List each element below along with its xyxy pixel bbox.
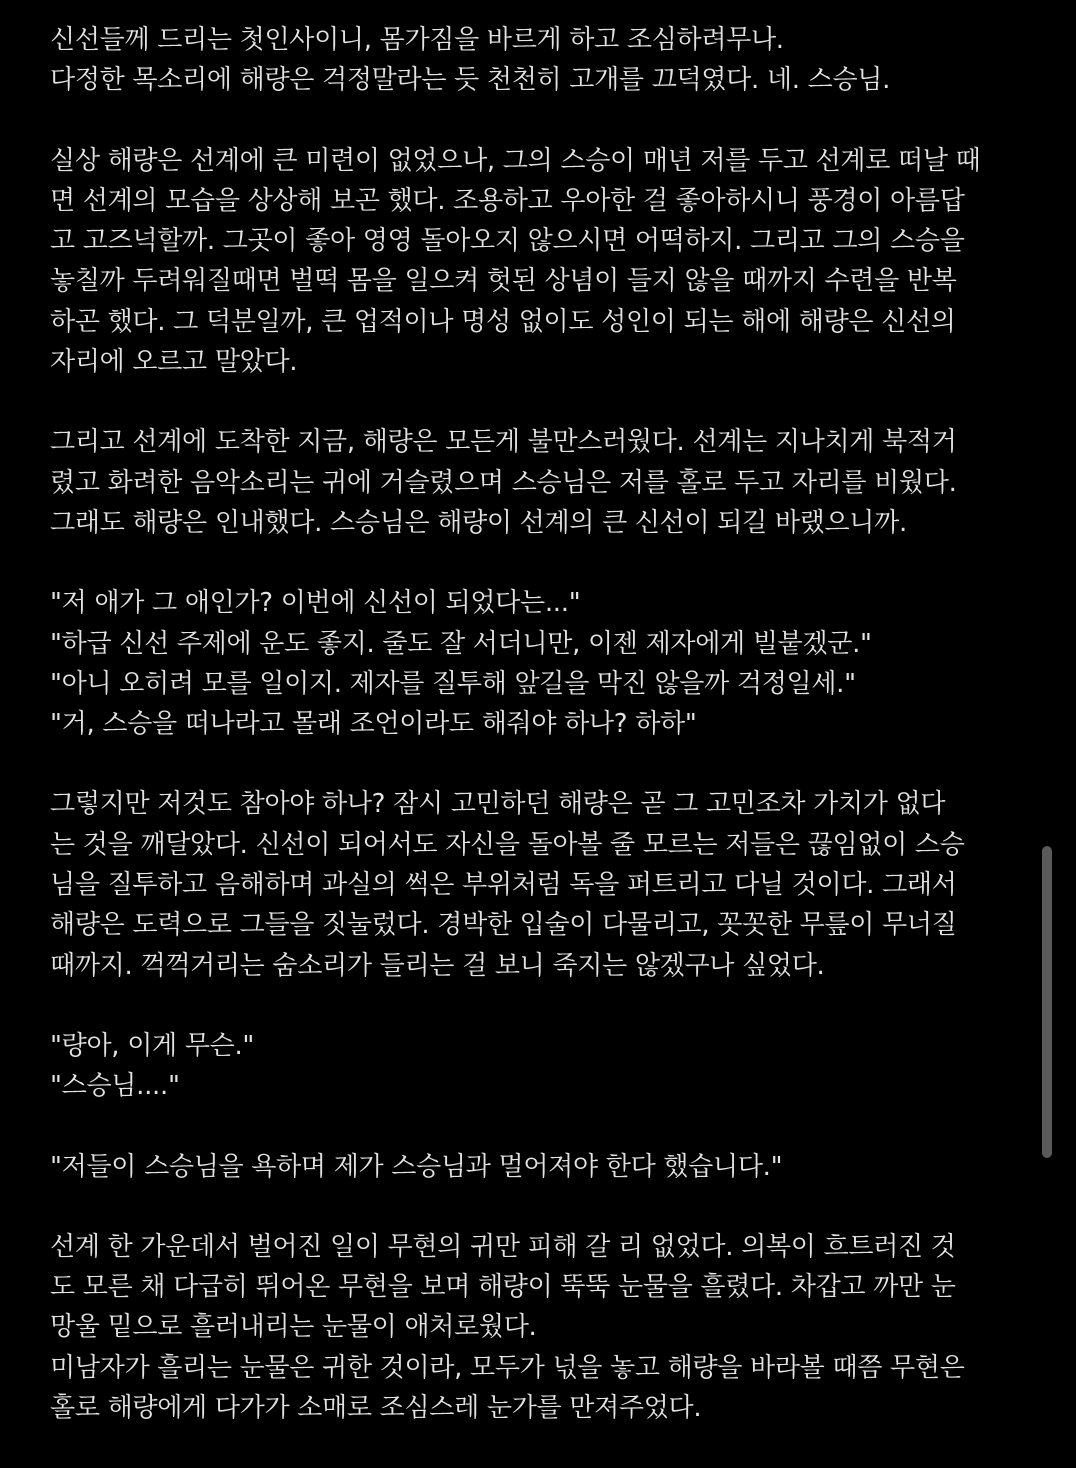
text-line: 망울 밑으로 흘러내리는 눈물이 애처로웠다. [50, 1312, 537, 1343]
text-line: 그리고 선계에 도착한 지금, 해량은 모든게 불만스러웠다. 선계는 지나치게 북적거 [50, 427, 957, 458]
text-line: 때까지. 꺽꺽거리는 숨소리가 들리는 걸 보니 죽지는 않겠구나 싶었다. [50, 950, 825, 981]
paragraph [50, 1147, 1040, 1187]
text-line: 고 고즈넉할까. 그곳이 좋아 영영 돌아오지 않으시면 어떡하지. 그리고 그의 스승을 [50, 226, 965, 257]
text-line: 해량은 도력으로 그들을 짓눌렀다. 경박한 입술이 다물리고, 꼿꼿한 무릎이 무너질 [50, 910, 957, 941]
paragraph [50, 20, 1040, 101]
text-line: 면 선계의 모습을 상상해 보곤 했다. 조용하고 우아한 걸 좋아하시니 풍경이 아름답 [50, 185, 965, 216]
text-line: 실상 해량은 선계에 큰 미련이 없었으나, 그의 스승이 매년 저를 두고 선계로 떠날 때 [50, 145, 981, 176]
paragraph [50, 141, 1040, 383]
paragraph [50, 1026, 1040, 1107]
text-line: 선계 한 가운데서 벌어진 일이 무현의 귀만 피해 갈 리 없었다. 의복이 흐트러진 것 [50, 1231, 956, 1262]
text-line: "스승님...." [50, 1071, 180, 1102]
text-line: 홀로 해량에게 다가가 소매로 조심스레 눈가를 만져주었다. [50, 1393, 702, 1424]
paragraph [50, 1227, 1040, 1428]
text-line: 자리에 오르고 말았다. [50, 347, 298, 378]
text-line: 렸고 화려한 음악소리는 귀에 거슬렸으며 스승님은 저를 홀로 두고 자리를 비웠다. [50, 467, 957, 498]
text-line: 는 것을 깨달았다. 신선이 되어서도 자신을 돌아볼 줄 모르는 저들은 끊임없이 스승 [50, 829, 965, 860]
text-line: 미남자가 흘리는 눈물은 귀한 것이라, 모두가 넋을 놓고 해량을 바라볼 때쯤 무현은 [50, 1352, 965, 1383]
scrollbar-thumb[interactable] [1042, 846, 1052, 1158]
scrollbar-track[interactable] [1042, 0, 1052, 1444]
text-line: 그렇지만 저것도 참아야 하나? 잠시 고민하던 해량은 곧 그 고민조차 가치가 없다 [50, 789, 946, 820]
text-line: 신선들께 드리는 첫인사이니, 몸가짐을 바르게 하고 조심하려무나. [50, 25, 784, 55]
text-line: 다정한 목소리에 해량은 걱정말라는 듯 천천히 고개를 끄덕였다. 네. 스승님. [50, 65, 891, 96]
text-line: "저들이 스승님을 욕하며 제가 스승님과 멀어져야 한다 했습니다." [50, 1151, 783, 1182]
text-line: "량아, 이게 무슨." [50, 1030, 255, 1061]
reader-content [50, 20, 1040, 1468]
paragraph [50, 784, 1040, 985]
paragraph [50, 422, 1040, 543]
text-line: "거, 스승을 떠나라고 몰래 조언이라도 해줘야 하나? 하하" [50, 709, 697, 740]
text-line: "아니 오히려 모를 일이지. 제자를 질투해 앞길을 막진 않을까 걱정일세." [50, 668, 856, 699]
text-line: 그래도 해량은 인내했다. 스승님은 해량이 선계의 큰 신선이 되길 바랬으니까. [50, 507, 907, 538]
text-line: 도 모른 채 다급히 뛰어온 무현을 보며 해량이 뚝뚝 눈물을 흘렸다. 차갑고 까만 눈 [50, 1272, 956, 1303]
text-line: 놓칠까 두려워질때면 벌떡 몸을 일으켜 헛된 상념이 들지 않을 때까지 수련을 반복 [50, 266, 957, 297]
paragraph [50, 583, 1040, 744]
text-line: "저 애가 그 애인가? 이번에 신선이 되었다는..." [50, 588, 581, 619]
text-line: 하곤 했다. 그 덕분일까, 큰 업적이나 명성 없이도 성인이 되는 해에 해량은 신선의 [50, 306, 956, 337]
text-line: "하급 신선 주제에 운도 좋지. 줄도 잘 서더니만, 이젠 제자에게 빌붙겠군." [50, 628, 872, 659]
text-line: 님을 질투하고 음해하며 과실의 썩은 부위처럼 독을 퍼트리고 다닐 것이다. 그래서 [50, 870, 957, 901]
